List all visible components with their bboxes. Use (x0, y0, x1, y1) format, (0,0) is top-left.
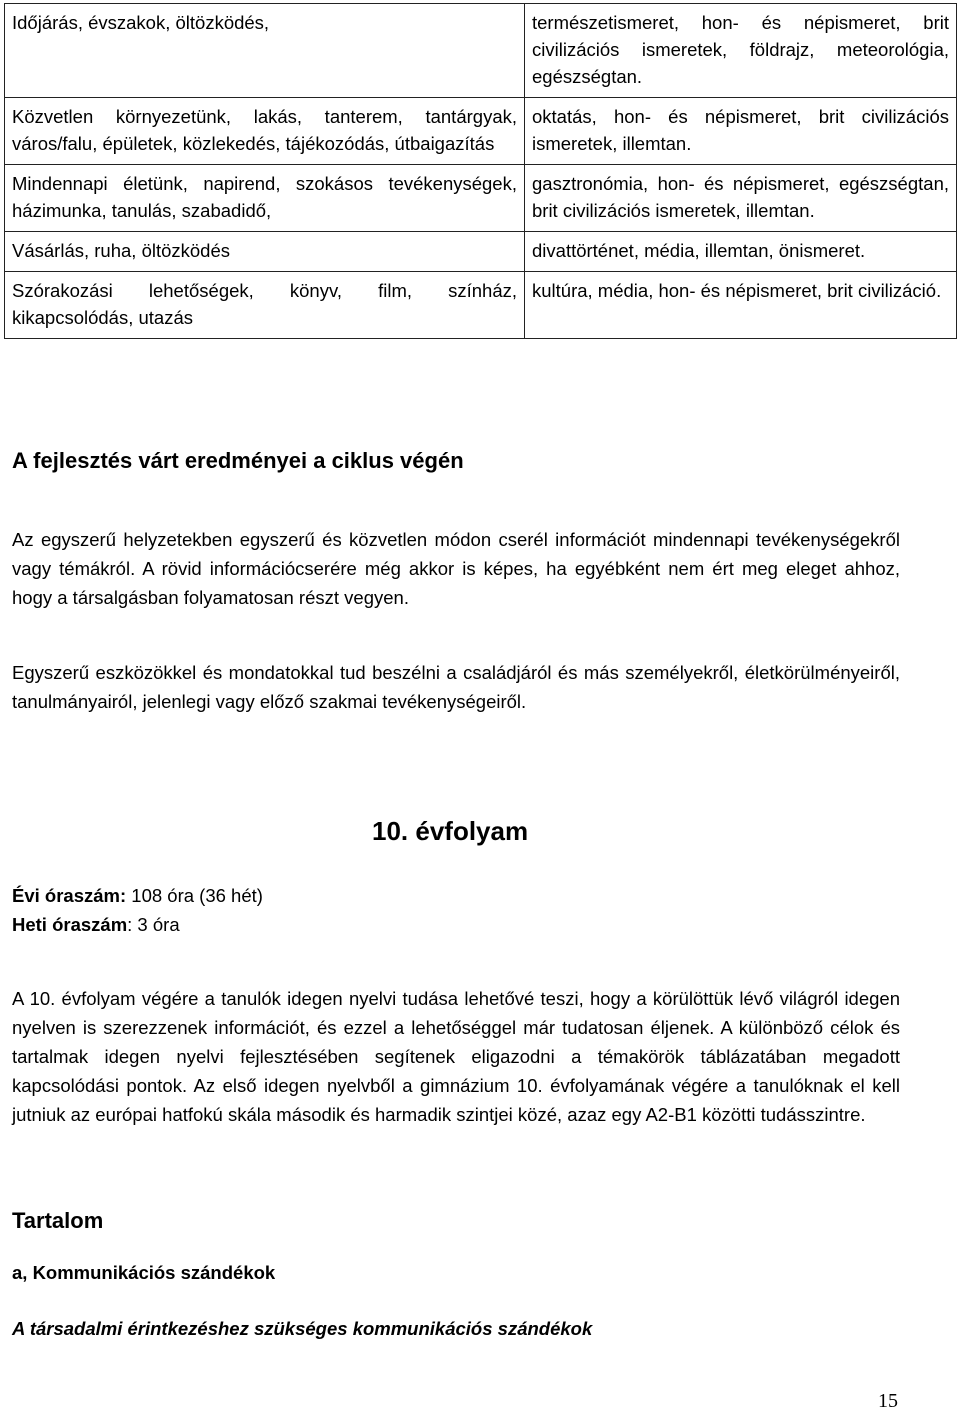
table-row (5, 232, 957, 272)
table-row (5, 272, 957, 339)
topic-cell: Szórakozási lehetőségek, könyv, film, színház, kikapcsolódás, utazás (5, 272, 525, 339)
grade-description: A 10. évfolyam végére a tanulók idegen nyelvi tudása lehetővé teszi, hogy a körülöttük lévő világról idegen nyelven is szerezzenek információt, és ezzel a lehetőséggel már tudatosan éljenek. A különböző célok és tartalmak idegen nyelvi fejlesztésében segítenek eligazodni a témakörök táblázatában megadott kapcsolódási pontok. Az első idegen nyelvből a gimnázium 10. évfolyamának végére a tanulóknak el kell jutniuk az európai hatfokú skála második és harmadik szintjei közé, azaz egy A2-B1 közötti tudásszintre. (12, 988, 900, 1125)
page-number: 15 (878, 1390, 898, 1412)
topics-table (4, 3, 957, 339)
topic-cell: Közvetlen környezetünk, lakás, tanterem, tantárgyak, város/falu, épületek, közlekedés, tájékozódás, útbaigazítás (5, 98, 525, 165)
expected-results-paragraph-1: Az egyszerű helyzetekben egyszerű és közvetlen módon cserél információt mindennapi tevékenységekről vagy témákról. A rövid információcserére még akkor is képes, ha egyébként nem ért meg eleget ahhoz, hogy a társalgásban folyamatosan részt vegyen. (12, 529, 900, 608)
links-cell: oktatás, hon- és népismeret, brit civilizációs ismeretek, illemtan. (525, 98, 957, 165)
weekly-hours-label: Heti óraszám (12, 914, 128, 935)
content-subheading: a, Kommunikációs szándékok (12, 1262, 276, 1283)
hours-block (12, 881, 263, 939)
expected-results-paragraph-2: Egyszerű eszközökkel és mondatokkal tud beszélni a családjáról és más személyekről, életkörülményeiről, tanulmányairól, jelenlegi vagy előző szakmai tevékenységeiről. (12, 662, 900, 712)
table-row (5, 165, 957, 232)
table-row (5, 4, 957, 98)
content-heading: Tartalom (12, 1208, 104, 1233)
grade-title: 10. évfolyam (372, 816, 529, 846)
annual-hours-label: Évi óraszám: (12, 885, 127, 906)
weekly-hours-line (12, 910, 263, 939)
topic-cell: Időjárás, évszakok, öltözködés, (5, 4, 525, 98)
topic-cell: Vásárlás, ruha, öltözködés (5, 232, 525, 272)
links-cell: divattörténet, média, illemtan, önismeret. (525, 232, 957, 272)
content-subsubheading: A társadalmi érintkezéshez szükséges kommunikációs szándékok (12, 1318, 593, 1339)
annual-hours-value: 108 óra (36 hét) (126, 885, 263, 906)
expected-results-heading: A fejlesztés várt eredményei a ciklus végén (12, 448, 464, 473)
table-row (5, 98, 957, 165)
links-cell: kultúra, média, hon- és népismeret, brit civilizáció. (525, 272, 957, 339)
links-cell: gasztronómia, hon- és népismeret, egészségtan, brit civilizációs ismeretek, illemtan. (525, 165, 957, 232)
weekly-hours-value: : 3 óra (127, 914, 180, 935)
topic-cell: Mindennapi életünk, napirend, szokásos tevékenységek, házimunka, tanulás, szabadidő, (5, 165, 525, 232)
annual-hours-line (12, 881, 263, 910)
links-cell: természetismeret, hon- és népismeret, brit civilizációs ismeretek, földrajz, meteorológia, egészségtan. (525, 4, 957, 98)
